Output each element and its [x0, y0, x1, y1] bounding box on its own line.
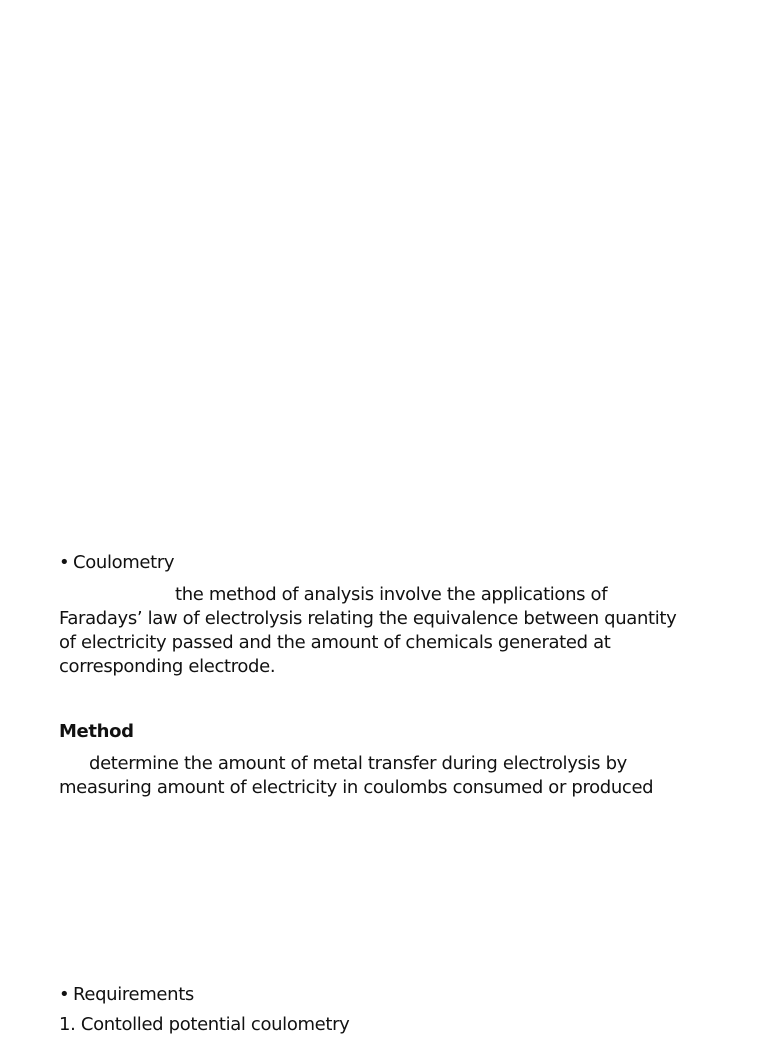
definition-line-2: Faradays’ law of electrolysis relating the equivalence between quantity: [59, 608, 677, 629]
coulometry-heading: Coulometry: [73, 552, 175, 573]
definition-line-1: the method of analysis involve the applications of: [175, 584, 608, 605]
definition-line-4: corresponding electrode.: [59, 656, 276, 677]
method-line-1: determine the amount of metal transfer during electrolysis by: [89, 753, 627, 774]
method-line-2: measuring amount of electricity in coulombs consumed or produced: [59, 777, 654, 798]
bullet-icon: •: [59, 552, 70, 573]
coulometry-bullet-item: [59, 551, 174, 575]
requirements-item-1: 1. Contolled potential coulometry: [59, 1014, 350, 1035]
bullet-icon: •: [59, 984, 70, 1005]
requirements-heading: Requirements: [73, 984, 194, 1005]
definition-line-3: of electricity passed and the amount of chemicals generated at: [59, 632, 611, 653]
requirements-bullet-item: [59, 983, 194, 1007]
method-heading: Method: [59, 721, 134, 742]
